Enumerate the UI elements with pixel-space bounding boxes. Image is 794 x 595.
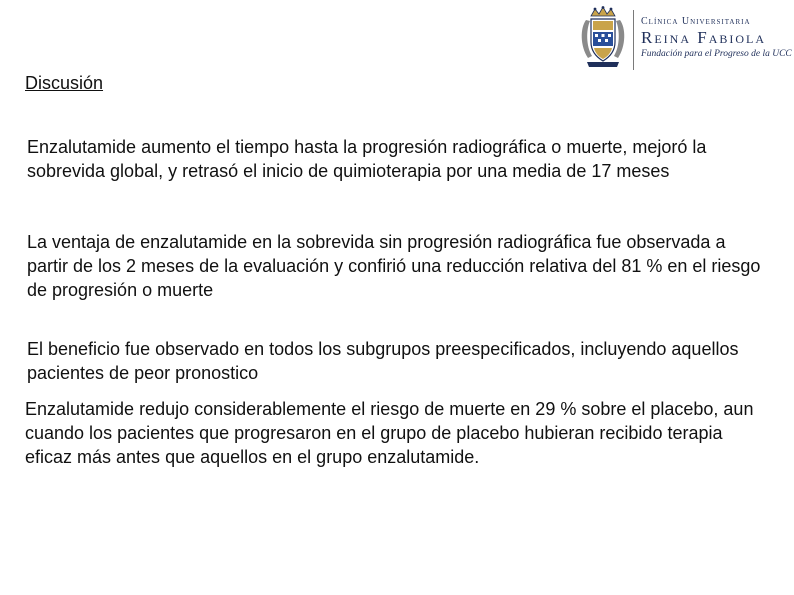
logo-clinic-line: Clínica Universitaria bbox=[641, 16, 751, 27]
paragraph-3: El beneficio fue observado en todos los subgrupos preespecificados, incluyendo aquellos pacientes de peor pronostico bbox=[27, 339, 739, 383]
paragraph-4: Enzalutamide redujo considerablemente el riesgo de muerte en 29 % sobre el placebo, aun cuando los pacientes que progresaron en el grupo de placebo hubieran recibido terapia eficaz más antes que aquellos en el grupo enzalutamide. bbox=[25, 399, 754, 467]
paragraph-2: La ventaja de enzalutamide en la sobrevida sin progresión radiográfica fue observada a partir de los 2 meses de la evaluación y confirió una reducción relativa del 81 % en el riesgo de progresión o muerte bbox=[27, 232, 761, 300]
logo-divider bbox=[633, 10, 634, 70]
clinic-logo bbox=[578, 6, 792, 70]
logo-text bbox=[641, 16, 792, 60]
logo-tagline: Fundación para el Progreso de la UCC bbox=[641, 49, 792, 59]
logo-name-line: Reina Fabiola bbox=[641, 28, 767, 47]
crest-icon bbox=[578, 6, 628, 70]
paragraph-1: Enzalutamide aumento el tiempo hasta la progresión radiográfica o muerte, mejoró la sobrevida global, y retrasó el inicio de quimioterapia por una media de 17 meses bbox=[27, 137, 707, 181]
section-heading: Discusión bbox=[25, 73, 104, 93]
